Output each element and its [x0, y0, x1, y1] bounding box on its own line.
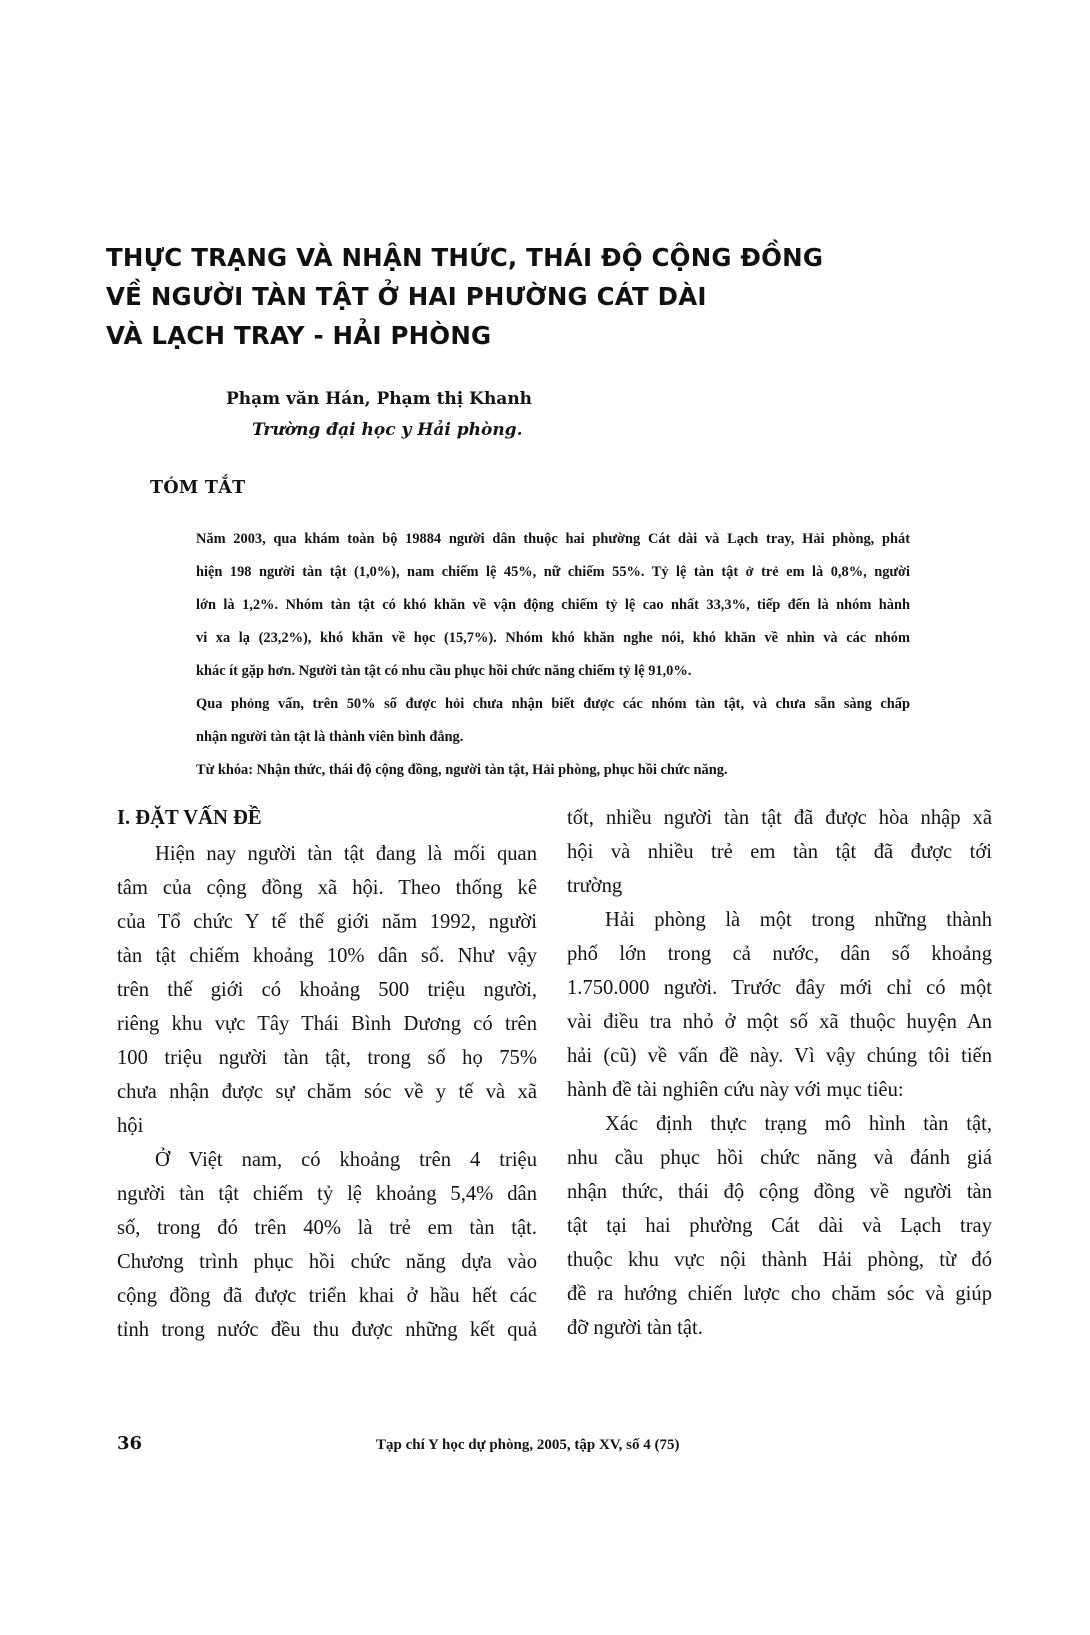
- body-line: nhận thức, thái độ cộng đồng về người tàn: [567, 1181, 992, 1203]
- body-line: người tàn tật chiếm tỷ lệ khoảng 5,4% dân: [117, 1183, 537, 1205]
- body-line: Ở Việt nam, có khoảng trên 4 triệu: [155, 1149, 537, 1171]
- abstract-line: Năm 2003, qua khám toàn bộ 19884 người dân thuộc hai phường Cát dài và Lạch tray, Hải phòng, phát: [196, 531, 910, 547]
- abstract-line: vi xa lạ (23,2%), khó khăn về học (15,7%). Nhóm khó khăn nghe nói, khó khăn về nhìn và các nhóm: [196, 630, 910, 646]
- body-line: tàn tật chiếm khoảng 10% dân số. Như vậy: [117, 945, 537, 967]
- body-line: chưa nhận được sự chăm sóc về y tế và xã: [117, 1081, 537, 1103]
- body-line: tâm của cộng đồng xã hội. Theo thống kê: [117, 877, 537, 899]
- body-line: nhu cầu phục hồi chức năng và đánh giá: [567, 1147, 992, 1169]
- abstract-line: khác ít gặp hơn. Người tàn tật có nhu cầu phục hồi chức năng chiếm tỷ lệ 91,0%.: [196, 663, 692, 679]
- keywords-text: Nhận thức, thái độ cộng đồng, người tàn tật, Hải phòng, phục hồi chức năng.: [253, 762, 728, 778]
- body-line: hành đề tài nghiên cứu này với mục tiêu:: [567, 1079, 904, 1101]
- abstract-line: hiện 198 người tàn tật (1,0%), nam chiếm lệ 45%, nữ chiếm 55%. Tỷ lệ tàn tật ở trẻ em là 0,8%, người: [196, 564, 910, 580]
- body-line: đề ra hướng chiến lược cho chăm sóc và giúp: [567, 1283, 992, 1305]
- body-line: thuộc khu vực nội thành Hải phòng, từ đó: [567, 1249, 992, 1271]
- body-line: đỡ người tàn tật.: [567, 1317, 703, 1339]
- body-line: Chương trình phục hồi chức năng dựa vào: [117, 1251, 537, 1273]
- body-line: của Tổ chức Y tế thế giới năm 1992, người: [117, 911, 537, 933]
- body-line: tật tại hai phường Cát dài và Lạch tray: [567, 1215, 992, 1237]
- body-line: hội và nhiều trẻ em tàn tật đã được tới: [567, 841, 992, 863]
- body-line: tốt, nhiều người tàn tật đã được hòa nhập xã: [567, 807, 992, 829]
- abstract-body: [196, 523, 910, 787]
- body-line: tỉnh trong nước đều thu được những kết quả: [117, 1319, 537, 1341]
- body-line: Xác định thực trạng mô hình tàn tật,: [605, 1113, 992, 1135]
- title-line: THỰC TRẠNG VÀ NHẬN THỨC, THÁI ĐỘ CỘNG ĐỒNG: [106, 243, 824, 272]
- body-line: trường: [567, 875, 623, 897]
- body-line: vài điều tra nhỏ ở một số xã thuộc huyện An: [567, 1011, 992, 1033]
- body-line: riêng khu vực Tây Thái Bình Dương có trên: [117, 1013, 537, 1035]
- body-line: cộng đồng đã được triển khai ở hầu hết các: [117, 1285, 537, 1307]
- abstract-line: nhận người tàn tật là thành viên bình đẳng.: [196, 729, 464, 745]
- title-line: VỀ NGƯỜI TÀN TẬT Ở HAI PHƯỜNG CÁT DÀI: [106, 282, 707, 311]
- body-line: 100 triệu người tàn tật, trong số họ 75%: [117, 1047, 537, 1069]
- page-number: 36: [117, 1433, 143, 1454]
- title-line: VÀ LẠCH TRAY - HẢI PHÒNG: [106, 321, 492, 350]
- body-line: hội: [117, 1115, 144, 1137]
- body-line: số, trong đó trên 40% là trẻ em tàn tật.: [117, 1217, 537, 1239]
- body-line: phố lớn trong cả nước, dân số khoảng: [567, 943, 992, 965]
- journal-citation: Tạp chí Y học dự phòng, 2005, tập XV, số 4 (75): [376, 1437, 680, 1453]
- keywords-label: Từ khóa:: [196, 762, 254, 778]
- body-line: trên thế giới có khoảng 500 triệu người,: [117, 979, 537, 1001]
- body-column-right: [567, 801, 992, 1345]
- body-line: Hải phòng là một trong những thành: [605, 909, 992, 931]
- abstract-line: lớn là 1,2%. Nhóm tàn tật có khó khăn về vận động chiếm tỷ lệ cao nhất 33,3%, tiếp đến là nhóm hành: [196, 597, 910, 613]
- abstract-line: Qua phỏng vấn, trên 50% số được hỏi chưa nhận biết được các nhóm tàn tật, và chưa sẵn sàng chấp: [196, 696, 910, 712]
- article-title: [106, 238, 926, 355]
- authors: Phạm văn Hán, Phạm thị Khanh: [226, 389, 533, 409]
- section-heading: I. ĐẶT VẤN ĐỀ: [117, 807, 262, 829]
- abstract-heading: TÓM TẮT: [150, 478, 246, 498]
- body-line: 1.750.000 người. Trước đây mới chỉ có một: [567, 977, 992, 999]
- keywords-line: [196, 754, 910, 787]
- body-line: hải (cũ) về vấn đề này. Vì vậy chúng tôi tiến: [567, 1045, 992, 1067]
- affiliation: Trường đại học y Hải phòng.: [252, 420, 523, 440]
- body-line: Hiện nay người tàn tật đang là mối quan: [155, 843, 537, 865]
- body-column-left: [117, 801, 537, 1347]
